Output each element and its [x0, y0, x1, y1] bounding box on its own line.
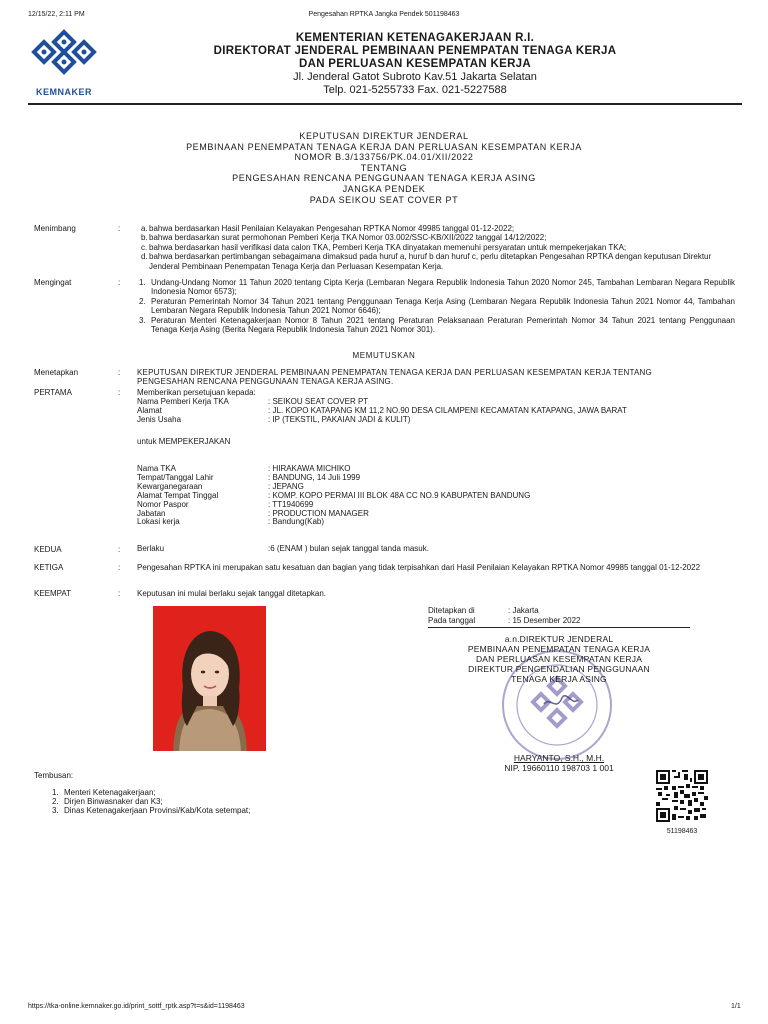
table-row: Nama TKA : HIRAKAWA MICHIKO [137, 464, 351, 473]
menetapkan-colon: : [118, 368, 121, 377]
table-row: Kewarganegaraan : JEPANG [137, 481, 304, 491]
ditetapkan-block [428, 606, 581, 625]
list-item: c. bahwa berdasarkan hasil verifikasi data calon TKA, Pemberi Kerja TKA dinyatakan memenuhi persyaratan untuk mempekerjakan TKA; [141, 242, 627, 252]
employer-details [137, 398, 737, 425]
list-item: 3. Dinas Ketenagakerjaan Provinsi/Kab/Kota setempat; [52, 806, 251, 816]
keempat-colon: : [118, 589, 121, 598]
decree-line-6: JANGKA PENDEK [342, 183, 426, 194]
menetapkan-label: Menetapkan [34, 368, 79, 377]
tembusan-label: Tembusan: [34, 771, 74, 780]
decree-line-5: PENGESAHAN RENCANA PENGGUNAAN TENAGA KERJA ASING [232, 173, 536, 184]
decree-company: PADA SEIKOU SEAT COVER PT [309, 194, 459, 205]
list-item: 1. Menteri Ketenagakerjaan; [52, 788, 156, 797]
untuk-mempekerjakan: untuk MEMPEKERJAKAN [137, 437, 231, 446]
list-item: d. bahwa berdasarkan pertimbangan sebagaimana dimaksud pada huruf a, huruf b dan huruf c, perlu ditetapkan Pengesahan RPTKA dengan keputusan Direktur Jenderal Pembinaan Penempatan Tenaga Kerja dan Perluasan Kesempatan Kerja. [141, 252, 712, 271]
pertama-colon: : [118, 388, 121, 397]
table-row: Jabatan : PRODUCTION MANAGER [137, 508, 369, 518]
mengingat-label: Mengingat [34, 278, 72, 287]
table-row: Tempat/Tanggal Lahir : BANDUNG, 14 Juli 1999 [137, 472, 361, 482]
list-item: 2. Dirjen Binwasnaker dan K3; [52, 797, 163, 807]
person-photo-icon [153, 606, 266, 751]
phone-fax: Telp. 021-5255733 Fax. 021-5227588 [323, 83, 507, 96]
decree-line-2: PEMBINAAN PENEMPATAN TENAGA KERJA DAN PERLUASAN KESEMPATAN KERJA [186, 141, 582, 152]
table-row: Alamat Tempat Tinggal : KOMP. KOPO PERMAI III BLOK 48A CC NO.9 KABUPATEN BANDUNG [137, 490, 531, 500]
signatory-line-4: DIREKTUR PENGENDALIAN PENGGUNAAN [468, 664, 650, 674]
print-datetime: 12/15/22, 2:11 PM [28, 11, 85, 18]
header-divider [28, 103, 742, 105]
table-row: Jenis Usaha : IP (TEKSTIL, PAKAIAN JADI & KULIT) [137, 414, 411, 424]
menimbang-list [141, 224, 737, 271]
table-row: Lokasi kerja : Bandung(Kab) [137, 517, 325, 527]
kemnaker-emblem-icon [30, 28, 98, 78]
qr-code [656, 770, 708, 835]
mengingat-colon: : [118, 278, 121, 287]
keempat-label: KEEMPAT [34, 589, 72, 598]
memutuskan-heading: MEMUTUSKAN [352, 351, 416, 360]
kemnaker-logo [30, 28, 98, 96]
kedua-label: KEDUA [34, 545, 62, 554]
logo-text: KEMNAKER [35, 87, 92, 97]
signatory-name-block [428, 754, 690, 773]
print-url: https://tka-online.kemnaker.go.id/print_sottf_rptk.asp?t=s&id=1198463 [28, 1003, 245, 1010]
pertama-label: PERTAMA [34, 388, 72, 397]
qr-code-icon [656, 770, 708, 822]
decree-title [100, 131, 668, 205]
kedua-colon: : [118, 545, 121, 554]
table-row: Pada tanggal : 15 Desember 2022 [428, 615, 581, 625]
kedua-row: Berlaku :6 (ENAM ) bulan sejak tanggal tanda masuk. [137, 544, 429, 553]
menetapkan-text: KEPUTUSAN DIREKTUR JENDERAL PEMBINAAN PENEMPATAN TENAGA KERJA DAN PERLUASAN KESEMPATAN KERJA TENTANG PENGESAHAN RENCANA PENGGUNAAN TENAGA KERJA ASING. [137, 368, 652, 387]
decree-number: NOMOR B.3/133756/PK.04.01/XII/2022 [294, 152, 474, 163]
signatory-line-5: TENAGA KERJA ASING [511, 674, 607, 684]
pertama-intro: Memberikan persetujuan kepada: [137, 388, 256, 397]
signatory-line-3: DAN PERLUASAN KESEMPATAN KERJA [475, 654, 643, 664]
table-row: Nomor Paspor : TT1940699 [137, 499, 314, 509]
decree-line-1: KEPUTUSAN DIREKTUR JENDERAL [299, 131, 469, 141]
qr-code-number: 51198463 [666, 828, 698, 835]
ketiga-label: KETIGA [34, 563, 64, 572]
list-item: 2. Peraturan Pemerintah Nomor 34 Tahun 2021 tentang Penggunaan Tenaga Kerja Asing (Lembaran Negara Republik Indonesia Tahun 2021 Nomor 44, Tambahan Lembaran Negara Republik Indonesia Tahun 2021 Nomor 6646); [139, 296, 735, 316]
print-page-title: Pengesahan RPTKA Jangka Pendek 501198463 [308, 11, 460, 18]
letterhead [180, 32, 650, 96]
list-item: a. bahwa berdasarkan Hasil Penilaian Kelayakan Pengesahan RPTKA Nomor 49985 tanggal 01-12-2022; [141, 224, 515, 233]
address: Jl. Jenderal Gatot Subroto Kav.51 Jakarta Selatan [293, 71, 537, 83]
tka-details [137, 465, 737, 527]
ketiga-colon: : [118, 563, 121, 572]
signatory-name: HARYANTO, S.H., M.H. [513, 753, 605, 763]
keempat-text: Keputusan ini mulai berlaku sejak tanggal ditetapkan. [137, 589, 327, 598]
list-item: b. bahwa berdasarkan surat permohonan Pemberi Kerja TKA Nomor 03.002/SSC-KB/XII/2022 tanggal 14/12/2022; [141, 233, 547, 243]
signature-divider [428, 627, 690, 628]
signatory-line-1: a.n.DIREKTUR JENDERAL [504, 634, 614, 644]
signatory-title [428, 634, 690, 684]
mengingat-list [139, 278, 735, 334]
ketiga-text: Pengesahan RPTKA ini merupakan satu kesatuan dan bagian yang tidak terpisahkan dari Hasil Penilaian Kelayakan RPTKA Nomor 49985 tanggal 01-12-2022 [137, 563, 701, 572]
menimbang-colon: : [118, 224, 121, 233]
list-item: 3. Peraturan Menteri Ketenagakerjaan Nomor 8 Tahun 2021 tentang Peraturan Pelaksanaan Peraturan Pemerintah Nomor 34 Tahun 2021 tentang Penggunaan Tenaga Kerja Asing (Berita Negara Republik Indonesia Tahun 2021 Nomor 301). [139, 315, 735, 335]
tembusan-list [52, 788, 452, 816]
signatory-nip: NIP. 19660110 198703 1 001 [504, 762, 614, 773]
table-row: Ditetapkan di : Jakarta [428, 606, 539, 615]
table-row: Nama Pemberi Kerja TKA : SEIKOU SEAT COVER PT [137, 397, 369, 406]
print-page-number: 1/1 [731, 1003, 741, 1010]
ministry-name: KEMENTERIAN KETENAGAKERJAAN R.I. [295, 32, 535, 44]
signatory-line-2: PEMBINAAN PENEMPATAN TENAGA KERJA [467, 644, 651, 654]
table-row: Alamat : JL. KOPO KATAPANG KM 11,2 NO.90 DESA CILAMPENI KECAMATAN KATAPANG, JAWA BARAT [137, 405, 627, 415]
decree-line-4: TENTANG [360, 162, 408, 173]
directorate-name-2: DAN PERLUASAN KESEMPATAN KERJA [299, 58, 531, 70]
directorate-name: DIREKTORAT JENDERAL PEMBINAAN PENEMPATAN TENAGA KERJA [213, 45, 617, 57]
list-item: 1. Undang-Undang Nomor 11 Tahun 2020 tentang Cipta Kerja (Lembaran Negara Republik Indonesia Tahun 2020 Nomor 245, Tambahan Lembaran Negara Republik Indonesia Nomor 6573); [139, 278, 735, 297]
menimbang-label: Menimbang [34, 224, 76, 233]
tka-photo [153, 606, 266, 751]
